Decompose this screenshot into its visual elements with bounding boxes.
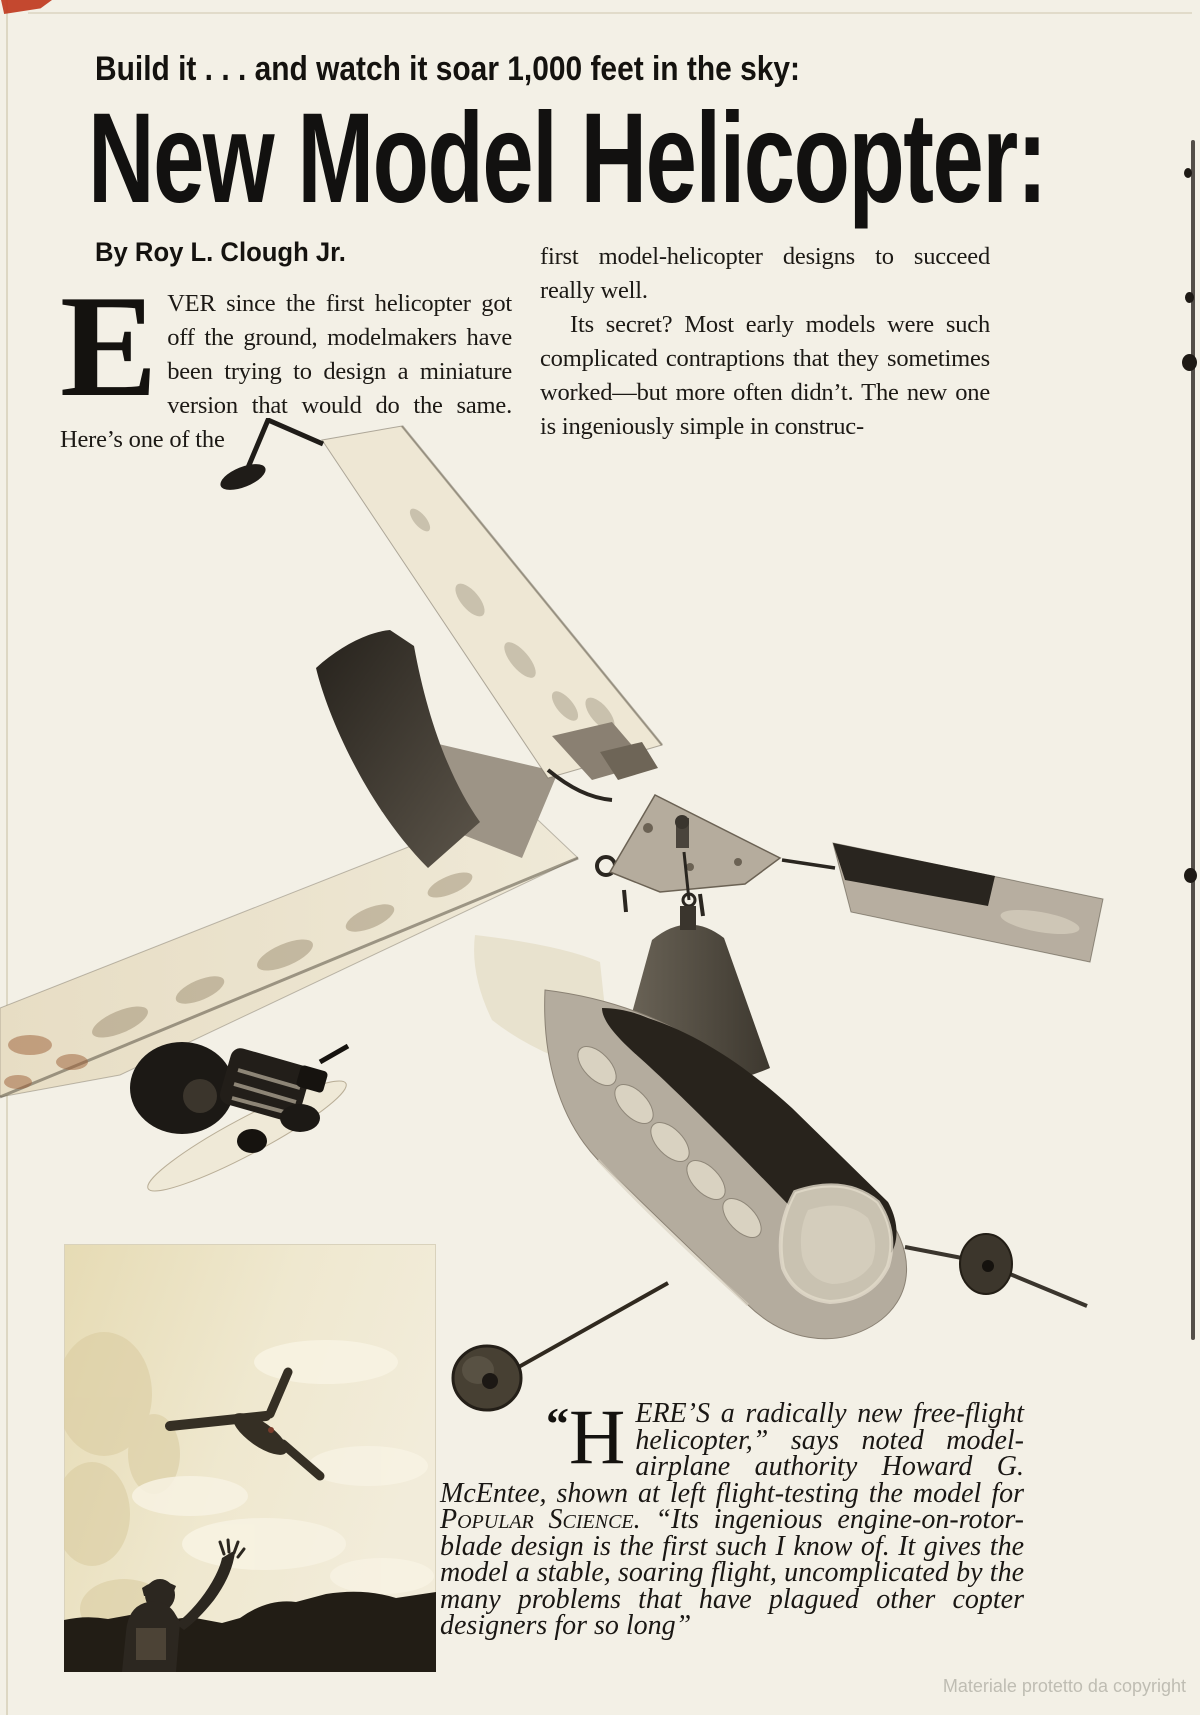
magazine-brand: Popular Science xyxy=(440,1504,634,1535)
prop-spinner xyxy=(237,1129,267,1153)
right-rotor-blade xyxy=(782,843,1103,962)
copyright-watermark: Materiale protetto da copyright xyxy=(942,1676,1186,1696)
binding-mark xyxy=(1182,354,1197,371)
rotor-hub xyxy=(548,770,780,916)
flight-test-photo xyxy=(64,1244,436,1672)
paragraph: first model-helicopter designs to succeed really well. xyxy=(540,243,990,304)
page-title: New Model Helicopter: xyxy=(88,87,1047,230)
binding-mark xyxy=(1184,168,1192,178)
quote-text-rest: . “Its ingenious engine-on-rotor-blade design is the first such I know of. It gives the model a stable, soaring flight, uncomplicated by the many problems that have plagued other copter designers for so long” xyxy=(440,1504,1024,1641)
drop-cap: E xyxy=(60,265,158,427)
drop-cap: H xyxy=(569,1393,626,1480)
counterweight-wire xyxy=(247,420,323,470)
page-top-edge xyxy=(28,12,1192,14)
pull-quote xyxy=(440,1393,1024,1641)
engine xyxy=(130,1042,354,1204)
article-column-right xyxy=(540,240,990,444)
cone-fitting xyxy=(680,906,696,930)
quote-text-lead: ERE’S a radically new free-flight helicopter,” says noted model-airplane authority Howard G. McEntee, shown at left flight-testing the model for xyxy=(440,1398,1024,1509)
kicker-headline: Build it . . . and watch it soar 1,000 feet in the sky: xyxy=(95,50,800,88)
open-quote-mark: “ xyxy=(546,1398,569,1449)
binding-mark xyxy=(1185,292,1194,303)
paragraph: Its secret? Most early models were such complicated contraptions that they sometimes worked—but more often didn’t. The new one is ingeniously simple in construc- xyxy=(540,311,990,440)
paragraph-text: VER since the first helicopter got off the ground, modelmakers have been trying to design a miniature version that would do the same. Here’s one of the xyxy=(60,290,512,453)
quote-indent-spacer xyxy=(440,1401,546,1455)
model-detail xyxy=(268,1427,274,1433)
quote-drop-cap xyxy=(546,1393,626,1480)
counterweight-paddle xyxy=(217,459,269,496)
byline: By Roy L. Clough Jr. xyxy=(95,237,346,267)
